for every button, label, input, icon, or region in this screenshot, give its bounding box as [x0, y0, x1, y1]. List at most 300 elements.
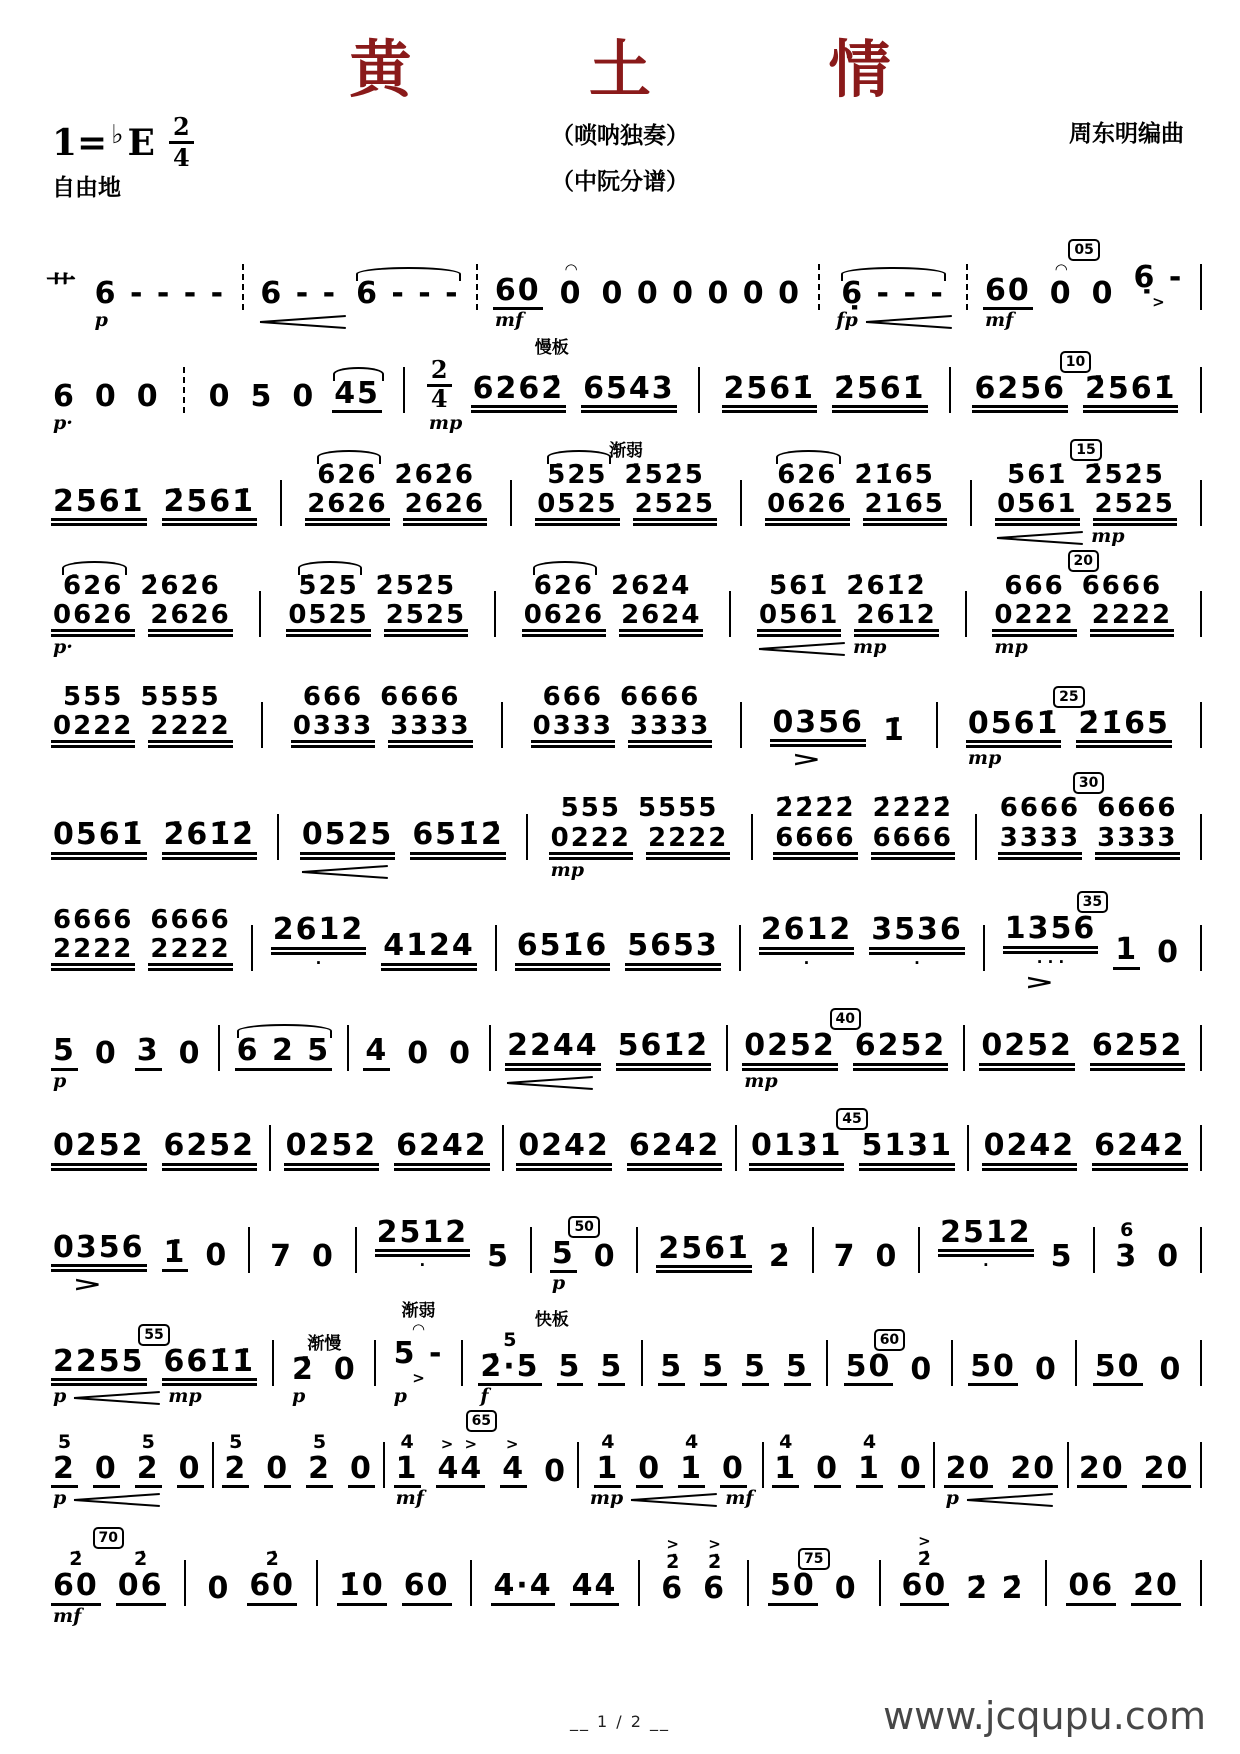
note-group [1095, 794, 1179, 822]
measure-dynamics [222, 1488, 375, 1511]
note-text: 0131 [749, 1130, 845, 1170]
note-text: 0 [94, 378, 118, 414]
note-text: 2̇561̇ [162, 486, 258, 526]
barline [526, 814, 528, 860]
measure-dynamics [515, 971, 721, 994]
hairpin-crescendo [631, 1493, 717, 1505]
note-text: 555 [560, 793, 621, 824]
two-voice-stack [992, 572, 1174, 637]
note-group [177, 1450, 204, 1488]
chord-top-note: 5 [312, 1431, 327, 1454]
measure-notes [550, 1235, 619, 1274]
measure-dynamics [972, 413, 1178, 436]
barline [1067, 1442, 1069, 1488]
note-group [633, 490, 717, 526]
measure-dynamics [271, 971, 477, 994]
note-text: 6 - - - [356, 275, 460, 311]
note-group [832, 370, 928, 413]
lower-voice [549, 824, 731, 860]
note-group [700, 1348, 727, 1386]
barline [818, 264, 820, 310]
two-voice-stack [522, 572, 704, 637]
note-group [609, 572, 693, 600]
dynamic-label: p [53, 1487, 67, 1510]
note-text: 0 [292, 378, 316, 414]
note-text: 0 [333, 1351, 357, 1387]
two-voice-stack [998, 794, 1180, 859]
two-voice-stack [549, 794, 731, 859]
barline [489, 1025, 491, 1071]
measure-notes [1093, 1348, 1185, 1387]
note-group [515, 930, 611, 970]
note-group [722, 370, 818, 413]
measure [978, 238, 1190, 333]
hairpin-crescendo [866, 315, 952, 327]
tempo-label: 自由地 [52, 175, 121, 201]
measure-notes [93, 275, 227, 311]
note-text: 0 [178, 1036, 202, 1072]
measure [46, 549, 238, 660]
measure-notes [207, 375, 382, 414]
accent-mark: > [505, 1435, 522, 1454]
note-group [871, 794, 955, 822]
slur-arc [298, 561, 362, 575]
measure [46, 1526, 171, 1628]
note-text: 5 [487, 1238, 510, 1274]
note-text: 0525 [286, 601, 370, 637]
note-group [749, 1130, 845, 1170]
measure-number-box: 45 [836, 1108, 867, 1130]
measure-notes [51, 1229, 230, 1273]
chord-top-note: 2̇ [134, 1548, 148, 1571]
measure [895, 1511, 1032, 1628]
measure-notes [998, 794, 1180, 859]
note-group [522, 601, 606, 637]
note-group [1158, 1351, 1185, 1387]
note-text: 6262̇ [471, 373, 567, 413]
note-text: 2626 [305, 490, 389, 526]
measure-dynamics [284, 1171, 490, 1194]
note-group [908, 1351, 935, 1387]
two-voice-stack [51, 683, 233, 748]
note-text: 4·4 [491, 1570, 554, 1605]
note-group [300, 819, 396, 859]
note-text: 2 [222, 1453, 249, 1488]
measure [389, 1409, 574, 1511]
below-mark: · [914, 953, 920, 972]
note-text: 0222 [51, 712, 135, 748]
slur-arc [547, 450, 611, 464]
note-group [471, 370, 567, 413]
measure-notes [992, 572, 1174, 637]
note-text: 0356 [770, 707, 866, 747]
measure-notes [759, 914, 965, 970]
barline [936, 702, 938, 748]
note-group [388, 712, 472, 748]
measure-number-box: 40 [830, 1008, 861, 1030]
measure-notes [770, 707, 907, 747]
note-group [447, 1038, 474, 1070]
barline [1200, 1340, 1202, 1386]
measure-notes [1077, 1450, 1192, 1488]
note-text: 2561̇ [656, 1233, 752, 1273]
upper-voice [301, 683, 463, 711]
note-text: 5 [250, 378, 274, 414]
dynamic-label: mp [967, 747, 1002, 770]
accent-mark: > [918, 1532, 931, 1551]
measure-number-box: 50 [568, 1216, 599, 1238]
subtitle-part: （中阮分谱） [551, 169, 689, 195]
note-group [1049, 1238, 1076, 1274]
note-text: 2̇1̇65 [854, 460, 935, 490]
dynamic-label: p [291, 1385, 306, 1408]
two-voice-stack [51, 906, 233, 971]
note-group [775, 461, 839, 489]
measure-dynamics [531, 748, 713, 771]
note-group [646, 824, 730, 860]
below-mark: · [315, 953, 322, 972]
chord-top-note: 5 [229, 1431, 243, 1454]
barline [461, 1340, 463, 1386]
time-signature-bottom: 4 [172, 143, 190, 172]
note-text: 6666 [619, 682, 701, 713]
measure [281, 549, 473, 660]
measure-annotations [307, 1329, 341, 1354]
note-text: 0 [1157, 935, 1180, 971]
barline [966, 264, 968, 310]
note-text: 60 [402, 1570, 452, 1605]
measure-notes [742, 1030, 948, 1070]
note-group [998, 794, 1082, 822]
note-group [1155, 1238, 1182, 1274]
upper-voice [1002, 572, 1164, 600]
measure-dynamics [51, 637, 233, 660]
measure-number-box: 65 [466, 1410, 497, 1432]
note-group [757, 601, 841, 637]
note-group [773, 794, 857, 822]
below-mark: > [1152, 293, 1165, 311]
measure [286, 660, 478, 771]
note-group [832, 1238, 859, 1274]
note-text: 6666 [380, 682, 461, 713]
lower-voice [773, 824, 955, 860]
note-group [332, 1351, 359, 1387]
lower-voice [531, 712, 713, 748]
measure-notes [258, 275, 461, 311]
barline [1200, 1125, 1202, 1171]
note-group [135, 378, 162, 414]
note-group [998, 824, 1082, 860]
note-group [177, 1038, 204, 1070]
note-group [701, 1537, 728, 1605]
note-group [248, 378, 275, 414]
barline [762, 1442, 764, 1488]
note-text: 0525 [300, 819, 396, 859]
note-group [138, 572, 222, 600]
barline [183, 367, 185, 413]
measure [46, 796, 262, 882]
note-text: 5 [1050, 1238, 1074, 1274]
tempo-label: 快板 [534, 1309, 569, 1330]
accent-mark: > [791, 747, 822, 772]
note-text: 0 [814, 1453, 841, 1488]
note-group [1076, 708, 1172, 748]
note-group [378, 683, 462, 711]
dynamic-label: mp [428, 412, 463, 434]
measure-notes [51, 378, 162, 414]
note-text: 2255 [51, 1346, 147, 1386]
note-group [600, 275, 803, 311]
barline [1200, 1560, 1202, 1606]
lower-voice [522, 601, 704, 637]
measure-notes [51, 1549, 166, 1605]
measure-notes [900, 1534, 1027, 1605]
note-text: 5̇61̇ [769, 571, 830, 602]
hairpin-crescendo [74, 1493, 160, 1505]
measure [583, 1409, 759, 1511]
upper-voice [773, 794, 955, 822]
two-voice-stack [765, 461, 947, 526]
note-group [51, 1130, 147, 1170]
upper-voice [998, 794, 1180, 822]
fermata-icon: ◠ [565, 260, 577, 279]
barline [272, 1340, 274, 1386]
measure [939, 1430, 1064, 1511]
note-group [1090, 1030, 1186, 1070]
upper-voice [545, 461, 707, 489]
note-group [618, 683, 702, 711]
note-group [982, 1130, 1078, 1170]
note-text: 2̇62̇4 [611, 571, 692, 602]
dynamic-label: p [393, 1385, 407, 1408]
page-title: 黄 土 情 [349, 33, 969, 106]
measure-notes [765, 461, 947, 526]
measure-notes [337, 1570, 452, 1605]
note-text: 5 [51, 1035, 78, 1070]
measure-notes [938, 1214, 1075, 1275]
measure [517, 549, 709, 660]
upper-voice [61, 572, 223, 600]
measure-number-box: 10 [1060, 351, 1091, 373]
note-text: 0 [593, 1238, 617, 1274]
measure-notes [549, 794, 731, 859]
barline [967, 1125, 969, 1171]
note-group [290, 1351, 317, 1387]
note-group [301, 683, 365, 711]
measure [754, 891, 970, 993]
note-group [315, 461, 379, 489]
note-text: 2̇1̇65 [1076, 708, 1172, 748]
note-group [51, 712, 135, 748]
note-text: 2626 [403, 490, 487, 526]
note-text: 20 [944, 1453, 994, 1488]
note-text: 651̇2̇ [410, 819, 506, 859]
measure [511, 1107, 727, 1193]
note-text: 0 [559, 275, 583, 311]
measure [977, 1107, 1193, 1193]
note-text: 3333 [998, 824, 1082, 860]
measure-dynamics [656, 1273, 793, 1296]
dynamic-label: p [53, 1385, 67, 1408]
note-text: 3333 [628, 712, 712, 748]
note-group [1095, 824, 1179, 860]
measure-dynamics [337, 1606, 452, 1629]
chord-top-note: 2̇ [917, 1548, 932, 1571]
subtitles [0, 113, 1240, 205]
measure [200, 1526, 302, 1628]
accent-mark: > [666, 1535, 679, 1554]
measure-notes [944, 1450, 1059, 1488]
measure [46, 358, 167, 436]
measure-notes [844, 1348, 936, 1387]
measure-annotations [1068, 238, 1099, 261]
upper-voice [775, 461, 937, 489]
measure-notes [427, 355, 677, 413]
note-text: 0252 [284, 1130, 380, 1170]
dynamic-label: mp [853, 636, 887, 659]
barline [983, 925, 985, 971]
note-text: 555 [63, 682, 124, 713]
upper-voice [532, 572, 694, 600]
measure [768, 771, 960, 882]
note-group [964, 1573, 1026, 1605]
note-group [93, 275, 227, 311]
note-group [116, 1549, 166, 1605]
measure-annotations [1077, 890, 1108, 913]
note-text: 60 [493, 275, 543, 310]
measure [295, 796, 511, 882]
measure-notes [979, 1030, 1185, 1070]
measure-notes [772, 1432, 925, 1488]
note-text: 50 [768, 1570, 818, 1605]
note-text: 5 [658, 1351, 685, 1386]
note-text: 1356 [1003, 913, 1099, 953]
note-text: 5 [742, 1351, 769, 1386]
note-group [545, 461, 609, 489]
measure-dynamics [51, 971, 233, 994]
note-text: 1̇0 [337, 1570, 387, 1605]
barline [975, 814, 977, 860]
note-text: 6252 [853, 1030, 949, 1070]
measure [46, 660, 238, 771]
note-group [1142, 1450, 1192, 1488]
two-voice-stack [305, 461, 487, 526]
note-text: 0333 [291, 712, 375, 748]
note-text: 2222 [1090, 601, 1174, 637]
note-group [966, 708, 1062, 748]
lower-voice [535, 490, 717, 526]
note-group [765, 490, 849, 526]
key-prefix: 1= [52, 121, 108, 164]
note-group [51, 906, 135, 934]
measure [46, 883, 238, 994]
dynamic-label: mp [168, 1385, 202, 1408]
measure-notes [363, 1035, 474, 1070]
measure-notes [222, 1432, 375, 1488]
note-group [354, 275, 462, 311]
note-text: 6242 [394, 1130, 490, 1170]
note-group [493, 272, 543, 310]
note-text: 6̣ - - - [841, 275, 945, 311]
measure [763, 1547, 865, 1628]
note-text: 0 [449, 1036, 472, 1072]
note-text: 2525 [384, 601, 468, 637]
note-group [363, 1035, 390, 1070]
measure-dynamics [772, 1488, 925, 1511]
measure-dynamics [659, 1606, 728, 1629]
measure-notes [51, 1343, 257, 1386]
note-group [290, 378, 317, 414]
note-group [742, 1348, 769, 1386]
measure-dynamics [968, 1386, 1060, 1409]
measure-notes [305, 461, 487, 526]
note-text: 60 [983, 275, 1033, 310]
note-text: 2̇61̇2̇ [846, 571, 927, 602]
note-text: 0 [207, 1571, 231, 1607]
measure [88, 255, 232, 333]
below-mark: · [983, 1256, 989, 1275]
measure-dynamics [51, 748, 233, 771]
chord-top-note: 5 [141, 1431, 155, 1454]
measure [46, 463, 262, 549]
measure-dynamics [375, 1273, 512, 1296]
note-text: 6666 [773, 824, 857, 860]
note-text: 1 [1113, 934, 1140, 969]
measure-notes [51, 819, 257, 859]
note-text: 4 [500, 1453, 527, 1488]
barline [641, 1340, 643, 1386]
measure-dynamics [759, 971, 965, 994]
dynamic-label: mf [494, 309, 524, 331]
barline [403, 367, 405, 413]
chord-top-note: 4 [400, 1431, 414, 1454]
note-text: 0561 [995, 490, 1079, 526]
note-text: 6̣ - [1133, 259, 1184, 295]
note-text: 6543 [581, 373, 677, 413]
note-text: 2̇62̇6 [140, 571, 221, 602]
measure-dynamics [207, 413, 382, 436]
note-group [852, 461, 936, 489]
note-group [1066, 1570, 1116, 1605]
measure [46, 1409, 209, 1511]
note-text: 2̇52̇5 [1084, 460, 1165, 490]
two-voice-stack [773, 794, 955, 859]
measure-dynamics [982, 1171, 1188, 1194]
dynamic-label: p [551, 1272, 566, 1295]
dynamic-label: p [945, 1487, 959, 1510]
note-text: 2612 [759, 914, 855, 954]
measure-dynamics [51, 1386, 257, 1409]
note-text: 0 [1157, 1238, 1181, 1274]
measure-number-box: 05 [1068, 239, 1099, 261]
barline [476, 264, 478, 310]
note-group [291, 712, 375, 748]
measure-notes [235, 1035, 333, 1070]
note-text: 45 [332, 378, 382, 413]
barline [698, 367, 700, 413]
note-group [148, 712, 232, 748]
measure-dynamics [983, 310, 1185, 333]
note-text: 20 [1142, 1453, 1192, 1488]
note-text: 6 [661, 1571, 685, 1607]
note-text: 2 [51, 1453, 78, 1488]
measure-dynamics [93, 310, 227, 333]
barline [1200, 1025, 1202, 1071]
note-text: 0 [875, 1238, 899, 1274]
note-text: 0 [93, 1453, 120, 1488]
note-group [1093, 1348, 1143, 1386]
measure-dynamics [844, 1386, 936, 1409]
